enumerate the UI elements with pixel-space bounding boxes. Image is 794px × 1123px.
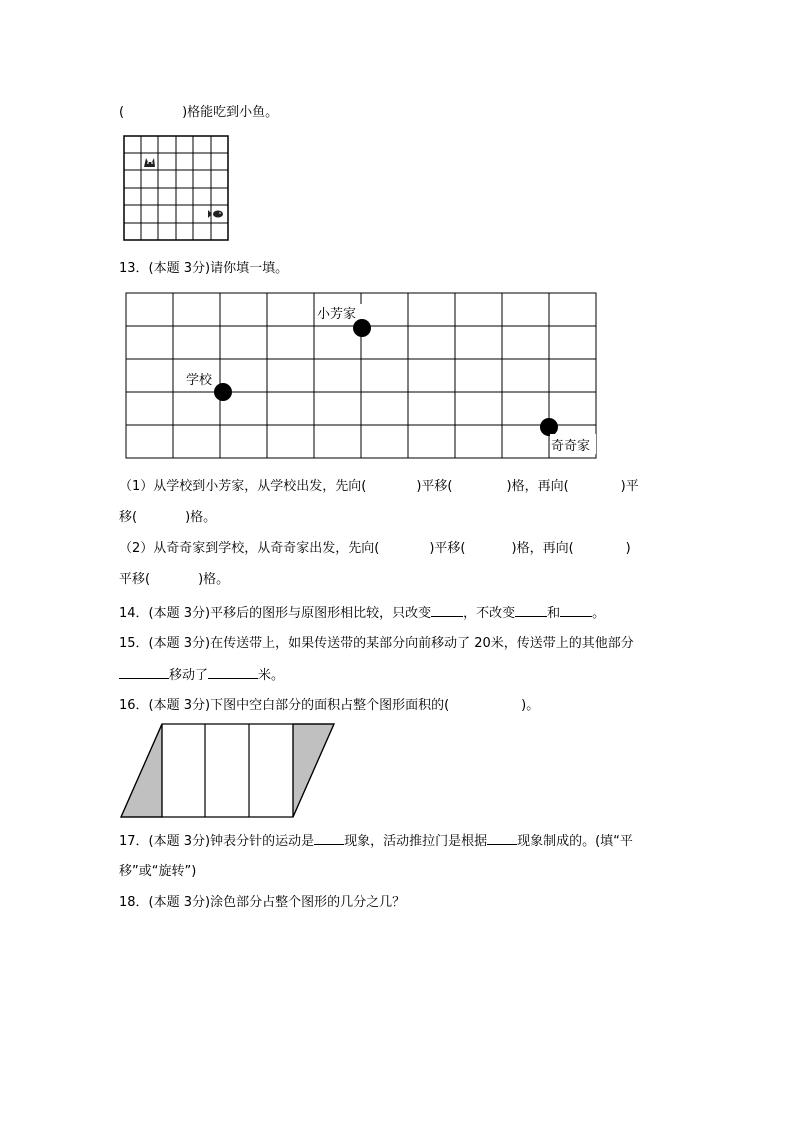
q13-p2-text-a: （2）从奇奇家到学校，从奇奇家出发，先向( [119,541,380,556]
label-qiqi-home: 奇奇家 [551,439,591,454]
q13-p1-text-a: （1）从学校到小芳家，从学校出发，先向( [119,479,367,494]
label-school: 学校 [186,373,213,388]
q14-blank-2[interactable] [515,604,547,617]
q13-p1-text-b: )平移( [416,479,453,494]
q12-open-paren: ( [119,105,125,120]
qiqi-home-dot [540,418,558,436]
q13-part2-line2 [119,571,229,589]
q17-blank-2[interactable] [487,832,517,845]
q15-line1: 15．(本题 3分)在传送带上，如果传送带的某部分向前移动了 20米，传送带上的其他部分 [119,636,634,651]
q18-line: 18．(本题 3分)涂色部分占整个图形的几分之几？ [119,895,406,910]
q15-blank-2[interactable] [208,666,258,679]
label-xiaofang-home: 小芳家 [317,307,357,322]
q13-p1-text-c: )格，再向( [506,479,569,494]
q12-tail-text: )格能吃到小鱼。 [182,105,279,120]
q15-text-c: 米。 [258,668,285,683]
q14-text-a: 14．(本题 3分)平移后的图形与原图形相比较，只改变 [119,606,432,621]
q14-text-d: 。 [592,606,606,621]
q13-p2-text-c: )格，再向( [511,541,574,556]
q13-p2-text-d: ) [625,541,631,556]
q17-line2: 移”或“旋转”) [119,864,197,879]
q13-part2-line1 [119,540,631,558]
q17-line1 [119,832,633,851]
q15-line2 [119,666,284,685]
q14-blank-3[interactable] [560,604,592,617]
q12-grid-figure [122,134,230,242]
q16-text-a: 16．(本题 3分)下图中空白部分的面积占整个图形面积的( [119,698,450,713]
q12-line [119,104,278,122]
q13-title: 13．(本题 3分)请你填一填。 [119,261,289,276]
fish-icon [208,210,223,218]
q13-part1-line1 [119,478,639,496]
q16-parallelogram-figure [119,722,337,820]
q17-text-b: 现象，活动推拉门是根据 [344,834,488,849]
q14-text-b: ，不改变 [463,606,516,621]
q14-blank-1[interactable] [431,604,463,617]
school-dot [214,383,232,401]
q13-grid-figure [120,288,604,463]
q16-text-b: )。 [521,698,540,713]
q15-text-b: 移动了 [169,668,209,683]
q17-text-a: 17．(本题 3分)钟表分针的运动是 [119,834,315,849]
q13-p2-text-e: 平移( [119,572,151,587]
q17-blank-1[interactable] [314,832,344,845]
q13-p1-text-f: )格。 [185,510,217,525]
q13-p2-text-b: )平移( [429,541,466,556]
q13-p1-text-d: )平 [620,479,639,494]
q13-p2-text-f: )格。 [198,572,230,587]
xiaofang-home-dot [353,319,371,337]
q16-line [119,697,539,715]
q15-blank-1[interactable] [119,666,169,679]
cat-icon [144,158,155,167]
q13-p1-text-e: 移( [119,510,138,525]
q14-line [119,604,605,623]
q17-text-c: 现象制成的。(填“平 [517,834,633,849]
q13-part1-line2 [119,509,216,527]
q14-text-c: 和 [547,606,561,621]
